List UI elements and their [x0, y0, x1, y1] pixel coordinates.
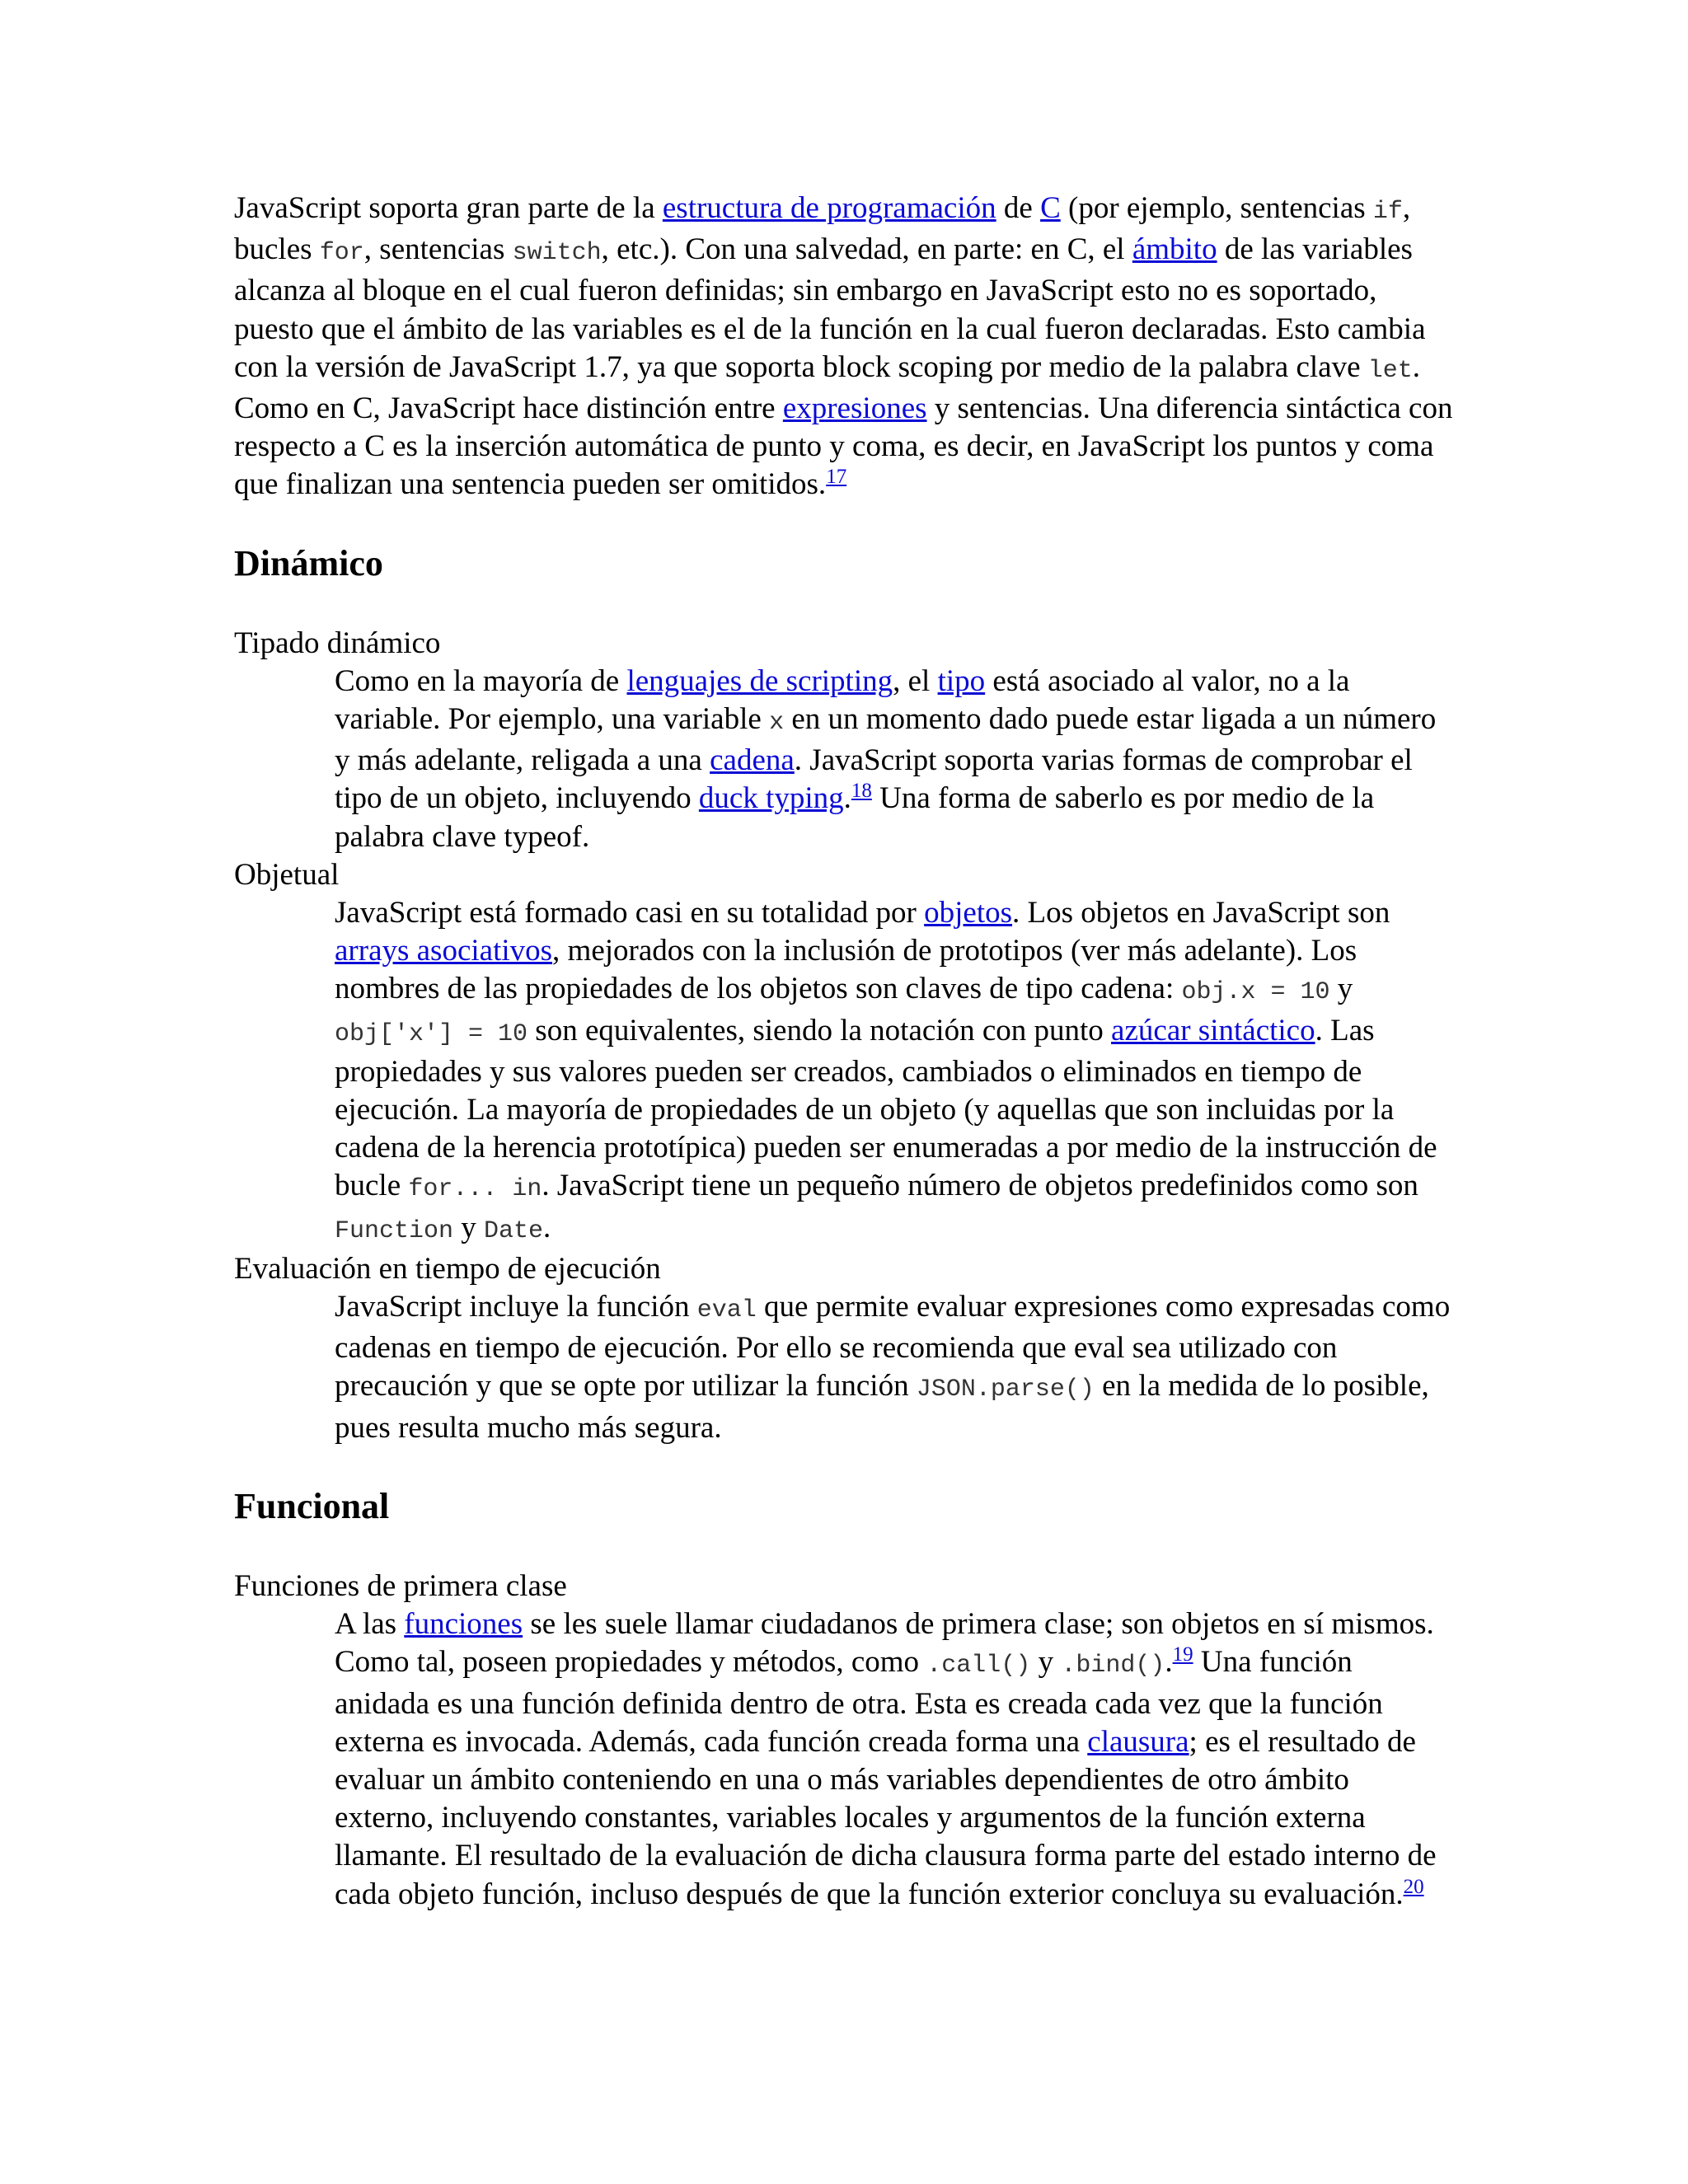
code-for-in: for... in [408, 1175, 542, 1204]
text-run: . Los objetos en JavaScript son [1012, 896, 1390, 930]
code-obj-bracket: obj['x'] = 10 [335, 1019, 528, 1048]
code-call: .call() [926, 1652, 1031, 1680]
definition-evaluacion [335, 1288, 1454, 1447]
text-run: y sentencias. Una diferencia sintáctica con respecto a C es la inserción automática de punto y coma, es decir, en JavaScript los puntos y coma que finalizan una sentencia pueden ser omitidos. [234, 391, 1453, 502]
text-run: se les suele llamar ciudadanos de primera clase; son objetos en sí mismos. Como tal, poseen propiedades y métodos, como [335, 1607, 1434, 1680]
text-run: , bucles [234, 191, 1411, 267]
footnote-ref-19[interactable] [1173, 1643, 1193, 1666]
term-evaluacion: Evaluación en tiempo de ejecución [234, 1251, 661, 1286]
code-if: if [1372, 198, 1403, 226]
text-run: en la medida de lo posible, pues resulta mucho más segura. [335, 1369, 1429, 1445]
text-run: . JavaScript soporta varias formas de comprobar el tipo de un objeto, incluyendo [335, 743, 1413, 816]
definition-tipado-dinamico [335, 663, 1454, 856]
heading-dinamico: Dinámico [234, 542, 383, 583]
code-bind: .bind() [1061, 1652, 1165, 1680]
link-lenguajes-de-scripting[interactable]: lenguajes de scripting [626, 663, 893, 698]
code-switch: switch [512, 239, 602, 268]
text-run: y [1030, 1645, 1062, 1680]
funcional-definition-list [234, 1568, 1454, 1914]
code-x: x [769, 709, 785, 738]
code-obj-dot: obj.x = 10 [1181, 978, 1330, 1007]
term-objetual: Objetual [234, 857, 340, 892]
link-estructura-de-programacion[interactable]: estructura de programación [662, 191, 996, 225]
definition-objetual [335, 894, 1454, 1250]
document-page [234, 190, 1454, 1914]
footnote-link[interactable]: 20 [1403, 1875, 1424, 1898]
text-run: . JavaScript tiene un pequeño número de objetos predefinidos como son [542, 1169, 1418, 1203]
code-function: Function [335, 1216, 454, 1245]
text-run: y [1329, 972, 1353, 1006]
heading-funcional: Funcional [234, 1485, 390, 1526]
text-run: Una forma de saberlo es por medio de la palabra clave typeof. [335, 781, 1375, 854]
text-run: JavaScript está formado casi en su totalidad por [335, 896, 925, 930]
text-run: Como en la mayoría de [335, 663, 627, 698]
text-run: de [996, 191, 1041, 225]
text-run: JavaScript soporta gran parte de la [234, 191, 663, 225]
text-run: de las variables alcanza al bloque en el cual fueron definidas; sin embargo en JavaScript esto no es soportado, puesto que el ámbito de las variables es el de la función en la cual fueron declaradas. Esto cambia con la versión de JavaScript 1.7, ya que soporta block scoping por medio de la palabra clave [234, 232, 1426, 384]
footnote-link[interactable]: 17 [826, 466, 847, 489]
text-run: A las [335, 1607, 405, 1642]
term-funciones-primera-clase: Funciones de primera clase [234, 1568, 567, 1603]
text-run: . [1165, 1645, 1173, 1680]
text-run: que permite evaluar expresiones como expresadas como cadenas en tiempo de ejecución. Por ello se recomienda que eval sea utilizado con precaución y que se opte por utilizar la función [335, 1290, 1451, 1404]
text-run: ; es el resultado de evaluar un ámbito conteniendo en una o más variables dependientes de otro ámbito externo, incluyendo constantes, variables locales y argumentos de la función externa llamante. El resultado de la evaluación de dicha clausura forma parte del estado interno de cada objeto función, incluso después de que la función exterior concluya su evaluación. [335, 1724, 1437, 1911]
link-clausura[interactable]: clausura [1087, 1724, 1189, 1759]
footnote-link[interactable]: 18 [851, 780, 872, 803]
code-json-parse: JSON.parse() [916, 1376, 1095, 1404]
code-for: for [319, 239, 364, 268]
text-run: Una función anidada es una función definida dentro de otra. Esta es creada cada vez que la función externa es invocada. Además, cada función creada forma una [335, 1645, 1383, 1759]
text-run: . Las propiedades y sus valores pueden ser creados, cambiados o eliminados en tiempo de ejecución. La mayoría de propiedades de un objeto (y aquellas que son incluidas por la cadena de la herencia prototípica) pueden ser enumeradas a por medio de la instrucción de bucle [335, 1013, 1437, 1203]
text-run: . [543, 1210, 551, 1244]
link-arrays-asociativos[interactable]: arrays asociativos [335, 934, 553, 968]
text-run: son equivalentes, siendo la notación con punto [528, 1013, 1112, 1047]
link-c[interactable]: C [1040, 191, 1061, 225]
link-tipo[interactable]: tipo [937, 663, 986, 698]
text-run: . [843, 781, 851, 816]
text-run: , etc.). Con una salvedad, en parte: en C, el [601, 232, 1132, 267]
text-run: (por ejemplo, sentencias [1060, 191, 1373, 225]
footnote-ref-17[interactable] [826, 466, 846, 488]
link-cadena[interactable]: cadena [710, 743, 795, 778]
link-ambito[interactable]: ámbito [1132, 232, 1217, 267]
text-run: y [453, 1210, 485, 1244]
text-run: , sentencias [363, 232, 513, 267]
footnote-link[interactable]: 19 [1172, 1643, 1193, 1666]
link-objetos[interactable]: objetos [924, 896, 1013, 930]
text-run: , el [893, 663, 938, 698]
term-tipado-dinamico: Tipado dinámico [234, 626, 441, 660]
text-run: JavaScript incluye la función [335, 1290, 697, 1324]
link-funciones[interactable]: funciones [404, 1607, 523, 1642]
text-run: , mejorados con la inclusión de prototipos (ver más adelante). Los nombres de las propiedades de los objetos son claves de tipo cadena: [335, 934, 1357, 1006]
intro-paragraph [234, 190, 1454, 504]
code-date: Date [484, 1216, 544, 1245]
link-expresiones[interactable]: expresiones [782, 391, 927, 426]
link-duck-typing[interactable]: duck typing [698, 781, 844, 816]
text-run: . Como en C, JavaScript hace distinción entre [234, 349, 1421, 426]
text-run: en un momento dado puede estar ligada a un número y más adelante, religada a una [335, 702, 1437, 778]
dinamico-definition-list [234, 625, 1454, 1447]
code-eval: eval [696, 1296, 757, 1325]
footnote-ref-18[interactable] [851, 780, 872, 802]
text-run: está asociado al valor, no a la variable. Por ejemplo, una variable [335, 663, 1350, 737]
link-azucar-sintactico[interactable]: azúcar sintáctico [1111, 1013, 1315, 1047]
definition-funciones-primera-clase [335, 1605, 1454, 1914]
code-let: let [1367, 356, 1413, 385]
footnote-ref-20[interactable] [1404, 1876, 1424, 1898]
